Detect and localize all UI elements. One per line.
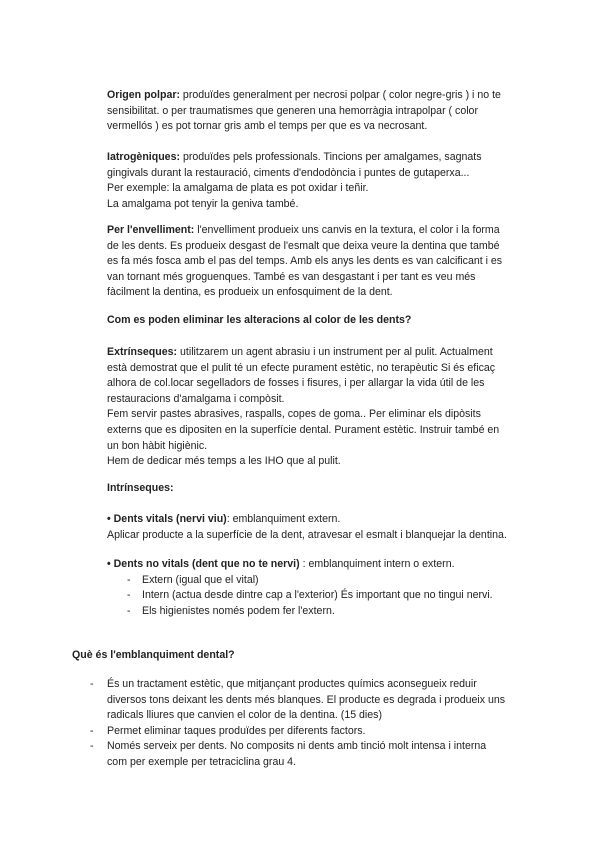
dents-no-vitals-rest: : emblanquiment intern o extern. bbox=[299, 558, 455, 570]
bullet-3-line-2: com per exemple per tetraciclina grau 4. bbox=[107, 755, 297, 768]
dents-vitals-line-2: Aplicar producte a la superfície de la dent, atravesar el esmalt i blanquejar la dentina. bbox=[107, 528, 507, 541]
iatrogeniques-paragraph bbox=[107, 150, 537, 212]
extrinseques-title: Extrínseques: bbox=[107, 346, 178, 358]
extr-line-3: alhora de col.locar segelladors de fosses i fisures, i per allargar la vida útil de les bbox=[107, 377, 485, 390]
extr-line-7: un bon hàbit higiènic. bbox=[107, 439, 208, 452]
question-emblanquiment-heading: Què és l'emblanquiment dental? bbox=[72, 649, 235, 661]
list-item: - Extern (igual que el vital) bbox=[107, 573, 537, 589]
iatro-line-3: Per exemple: la amalgama de plata es pot oxidar i teñir. bbox=[107, 182, 369, 195]
origen-polpar-title: Origen polpar: bbox=[107, 89, 180, 101]
iatro-line-2: gingivals durant la restauració, ciments d'endodòncia i puntes de gutaperxa... bbox=[107, 166, 470, 179]
dents-vitals-title: • Dents vitals (nervi viu) bbox=[107, 513, 227, 525]
dents-vitals-rest: : emblanquiment extern. bbox=[226, 513, 341, 525]
bullet-1-line-1: - És un tractament estètic, que mitjançant productes químics aconsegueix reduir bbox=[107, 678, 477, 690]
envelliment-line-5: fàcilment la dentina, es produeix un enfosquiment de la dent. bbox=[107, 286, 393, 299]
list-item: - Els higienistes només podem fer l'extern. bbox=[107, 604, 537, 620]
question-eliminar-heading: Com es poden eliminar les alteracions al color de les dents? bbox=[107, 314, 412, 326]
origen-polpar-paragraph bbox=[107, 88, 537, 135]
dents-no-vitals-title: • Dents no vitals (dent que no te nervi) bbox=[107, 558, 300, 570]
envelliment-line-1: l'envelliment produeix uns canvis en la textura, el color i la forma bbox=[194, 224, 500, 236]
origen-line-2: sensibilitat. o per traumatismes que generen una hemorràgia intrapolpar ( color bbox=[107, 104, 478, 117]
dents-vitals-paragraph bbox=[107, 512, 537, 543]
list-item bbox=[90, 724, 550, 740]
intrinseques-heading: Intrínseques: bbox=[107, 482, 174, 494]
list-item: - Intern (actua desde dintre cap a l'exterior) És important que no tingui nervi. bbox=[107, 588, 537, 604]
envelliment-line-2: de les dents. Es produeix desgast de l'esmalt que deixa veure la dentina que també bbox=[107, 239, 500, 252]
extr-line-8: Hem de dedicar més temps a les IHO que al pulit. bbox=[107, 455, 341, 468]
bullet-2-line-1: - Permet eliminar taques produïdes per diferents factors. bbox=[107, 724, 366, 737]
bullet-1-line-2: diversos tons deixant les dents més blanques. El producte es degrada i produeix uns bbox=[107, 693, 506, 706]
envelliment-line-3: es fa més fosca amb el pas del temps. Amb els anys les dents es van calcificant i es bbox=[107, 255, 503, 268]
list-item bbox=[90, 677, 550, 724]
extr-line-2: està demostrat que el pulit té un efecte purament estètic, no terapèutic Si és eficaç bbox=[107, 361, 496, 374]
dents-no-vitals-paragraph bbox=[107, 557, 537, 619]
extr-line-1: utilitzarem un agent abrasiu i un instrument per al pulit. Actualment bbox=[177, 346, 493, 358]
origen-line-3: vermellós ) es pot tornar gris amb el temps per que es va necrosant. bbox=[107, 120, 428, 133]
iatrogeniques-title: Iatrogèniques: bbox=[107, 151, 180, 163]
iatro-line-1: produïdes pels professionals. Tincions per amalgames, sagnats bbox=[180, 151, 482, 163]
bullet-1-line-3: radicals lliures que canvien el color de la dentina. (15 dies) bbox=[107, 709, 383, 722]
extr-line-5: Fem servir pastes abrasives, raspalls, copes de goma.. Per eliminar els dipòsits bbox=[107, 408, 481, 421]
bullet-3-line-1: - Només serveix per dents. No composits ni dents amb tinció molt intensa i interna bbox=[107, 740, 487, 753]
envelliment-line-4: van tornant més groguenques. També es van desgastant i per tant es veu més bbox=[107, 270, 476, 283]
extr-line-4: restauracions d'amalgama i compòsit. bbox=[107, 392, 285, 405]
no-vitals-list bbox=[107, 573, 537, 620]
emblanquiment-list bbox=[90, 677, 550, 771]
extr-line-6: externs que es dipositen en la superfície dental. Purament estètic. Instruir també en bbox=[107, 423, 500, 436]
envelliment-title: Per l'envelliment: bbox=[107, 224, 195, 236]
extrinseques-paragraph bbox=[107, 345, 537, 470]
envelliment-paragraph bbox=[107, 223, 537, 301]
origen-line-1: produïdes generalment per necrosi polpar ( color negre-gris ) i no te bbox=[179, 89, 501, 101]
iatro-line-4: La amalgama pot tenyir la geniva també. bbox=[107, 197, 299, 210]
list-item bbox=[90, 739, 550, 770]
